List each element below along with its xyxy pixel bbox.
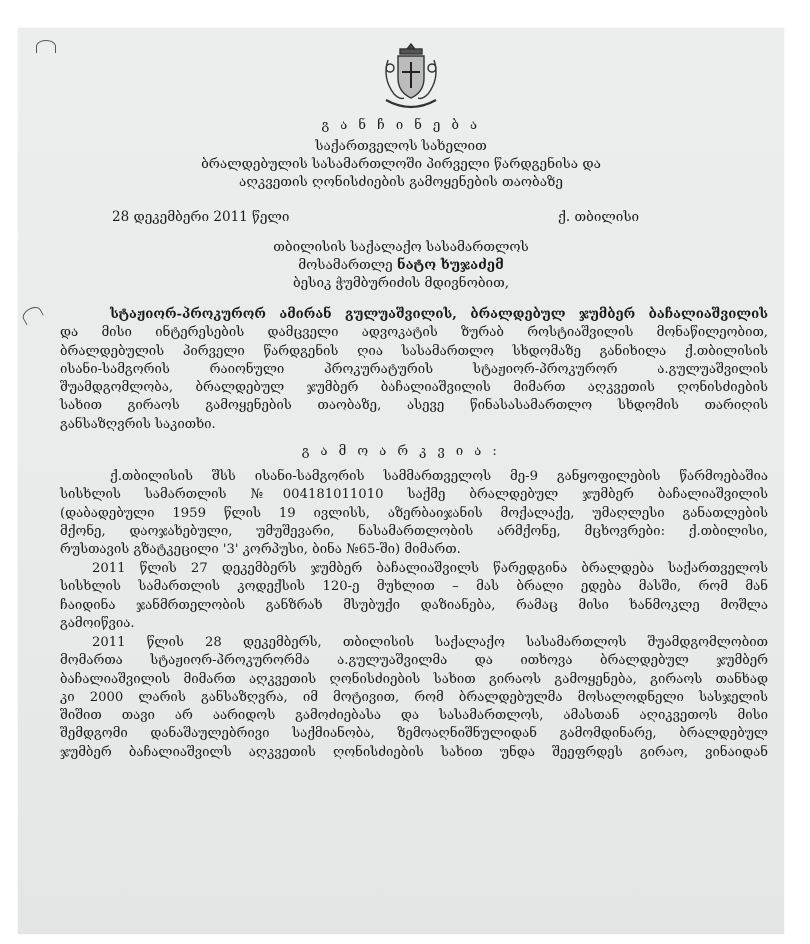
paragraph-line: სისხლის სამართლის №004181011010 საქმე ბრალდებულ ჯუმბერ ბაჩალიაშვილის (60, 487, 768, 503)
intro-line: ისანი-სამგორის რაიონული პროკურატურის სტაჟიორ-პროკურორ ა.გულუაშვილის (60, 361, 768, 377)
paragraph-line: 2011 წლის 27 დეკემბერს ჯუმბერ ბაჩალიაშვილს წარედგინა ბრალდება საქართველოს (92, 561, 768, 576)
judge-prefix: მოსამართლე (298, 257, 393, 273)
paragraph-line: ჩაიდინა ჯანმრთელობის განზრახ მსუბუქი დაზიანება, რამაც მისი ხანმოკლე მოშლა (60, 597, 768, 613)
section-title: გ ა მ ო ა რ კ ვ ი ა : (301, 444, 501, 459)
header-line-3: აღკვეთის ღონისძიების გამოყენების თაობაზე (239, 174, 563, 190)
intro-line: სტაჟიორ-პროკურორ ამირან გულუაშვილის, ბრალდებულ ჯუმბერ ბაჩალიაშვილის (110, 307, 768, 322)
paragraph-line: მომართა სტაჟიორ-პროკურორმა ა.გულუაშვილმა და ითხოვა ბრალდებულ ჯუმბერ (60, 653, 768, 669)
secretary-line: ბესიკ ჭუმბურიძის მდივნობით, (292, 275, 510, 291)
coat-of-arms-icon (378, 40, 444, 114)
intro-line: და მისი ინტერესების დამცველი ადვოკატის ზურაბ როსტიაშვილის მონაწილეობით, (60, 325, 768, 341)
paragraph-line: რუსთავის გზატკეცილი '3' კორპუსი, ბინა №65-ში) მიმართ. (60, 542, 461, 558)
header-line-2: ბრალდებულის სასამართლოში პირველი წარდგენისა და (201, 156, 601, 172)
judge-name: ნატო ხუჯაძემ (397, 257, 504, 273)
intro-line: შუამდგომლობა, ბრალდებულ ჯუმბერ ბაჩალიაშვილის მიმართ აღკვეთის ღონისძიების (60, 380, 768, 396)
paragraph-line: გამოიწვია. (60, 615, 135, 631)
paragraph-2 (60, 560, 768, 633)
intro-line: სახით გირაოს გამოყენების თაობაზე, ასევე წინასასამართლო სხდომის თარიღის (60, 398, 768, 414)
judge-line (18, 256, 784, 275)
document-title: გ ა ნ ჩ ი ნ ე ბ ა (321, 118, 481, 133)
paragraph-3 (60, 634, 768, 762)
paragraph-line: კი 2000 ლარის განსაზღვრა, იმ მოტივით, რომ ბრალდებულმა მოსალოდნელი სასჯელის (60, 689, 768, 705)
paragraph-line: ქ.თბილისის შსს ისანი-სამგორის სამმართველოს მე-9 განყოფილების წარმოებაშია (110, 469, 768, 484)
paragraph-line: ბაჩალიაშვილის მიმართ აღკვეთის ღონისძიების სახით გირაოს გამოყენება, გირაოს თანხად (60, 671, 768, 687)
intro-line: ბრალდებულის პირველი წარდგენის ღია სასამართლო სხდომაზე განიხილა ქ.თბილისის (60, 343, 768, 359)
court-name: თბილისის საქალაქო სასამართლოს (273, 239, 529, 255)
paragraph-line: (დაბადებული 1959 წლის 19 ივლისს, აზერბაიჯანის მოქალაქე, უმაღლესი განათლების (60, 505, 768, 521)
punch-hole-icon (36, 40, 56, 53)
document-place: ქ. თბილისი (558, 209, 640, 225)
document-date: 28 დეკემბერი 2011 წელი (112, 209, 290, 225)
paragraph-line: სისხლის სამართლის კოდექსის 120-ე მუხლით – მას ბრალი ედება მასში, რომ მან (60, 579, 768, 595)
paragraph-line: ჯუმბერ ბაჩალიაშვილს აღკვეთის ღონისძიების სახით უნდა შეეფრდეს გირაო, ვინაიდან (60, 744, 768, 760)
paragraph-line: 2011 წლის 28 დეკემბერს, თბილისის საქალაქო სასამართლოს შუამდგომლობით (92, 635, 768, 650)
paragraph-line: მქონე, დაოჯახებული, უმუშევარი, ნასამართლობის არმქონე, მცხოვრები: ქ.თბილისი, (60, 523, 768, 539)
paragraph-line: შემდგომი დანაშაულებრივი საქმიანობა, ზემოაღნიშნულიდან გამომდინარე, ბრალდებულ (60, 726, 768, 742)
header-line-1: საქართველოს სახელით (315, 138, 487, 154)
intro-line: განსაზღვრის საკითხი. (60, 416, 216, 432)
intro-paragraph (60, 306, 768, 434)
paragraph-1 (60, 468, 768, 559)
paragraph-line: შიშით თავი არ აარიდოს გამოძიებასა და სასამართლოს, ამასთან აღიკვეთოს მისი (60, 708, 768, 724)
